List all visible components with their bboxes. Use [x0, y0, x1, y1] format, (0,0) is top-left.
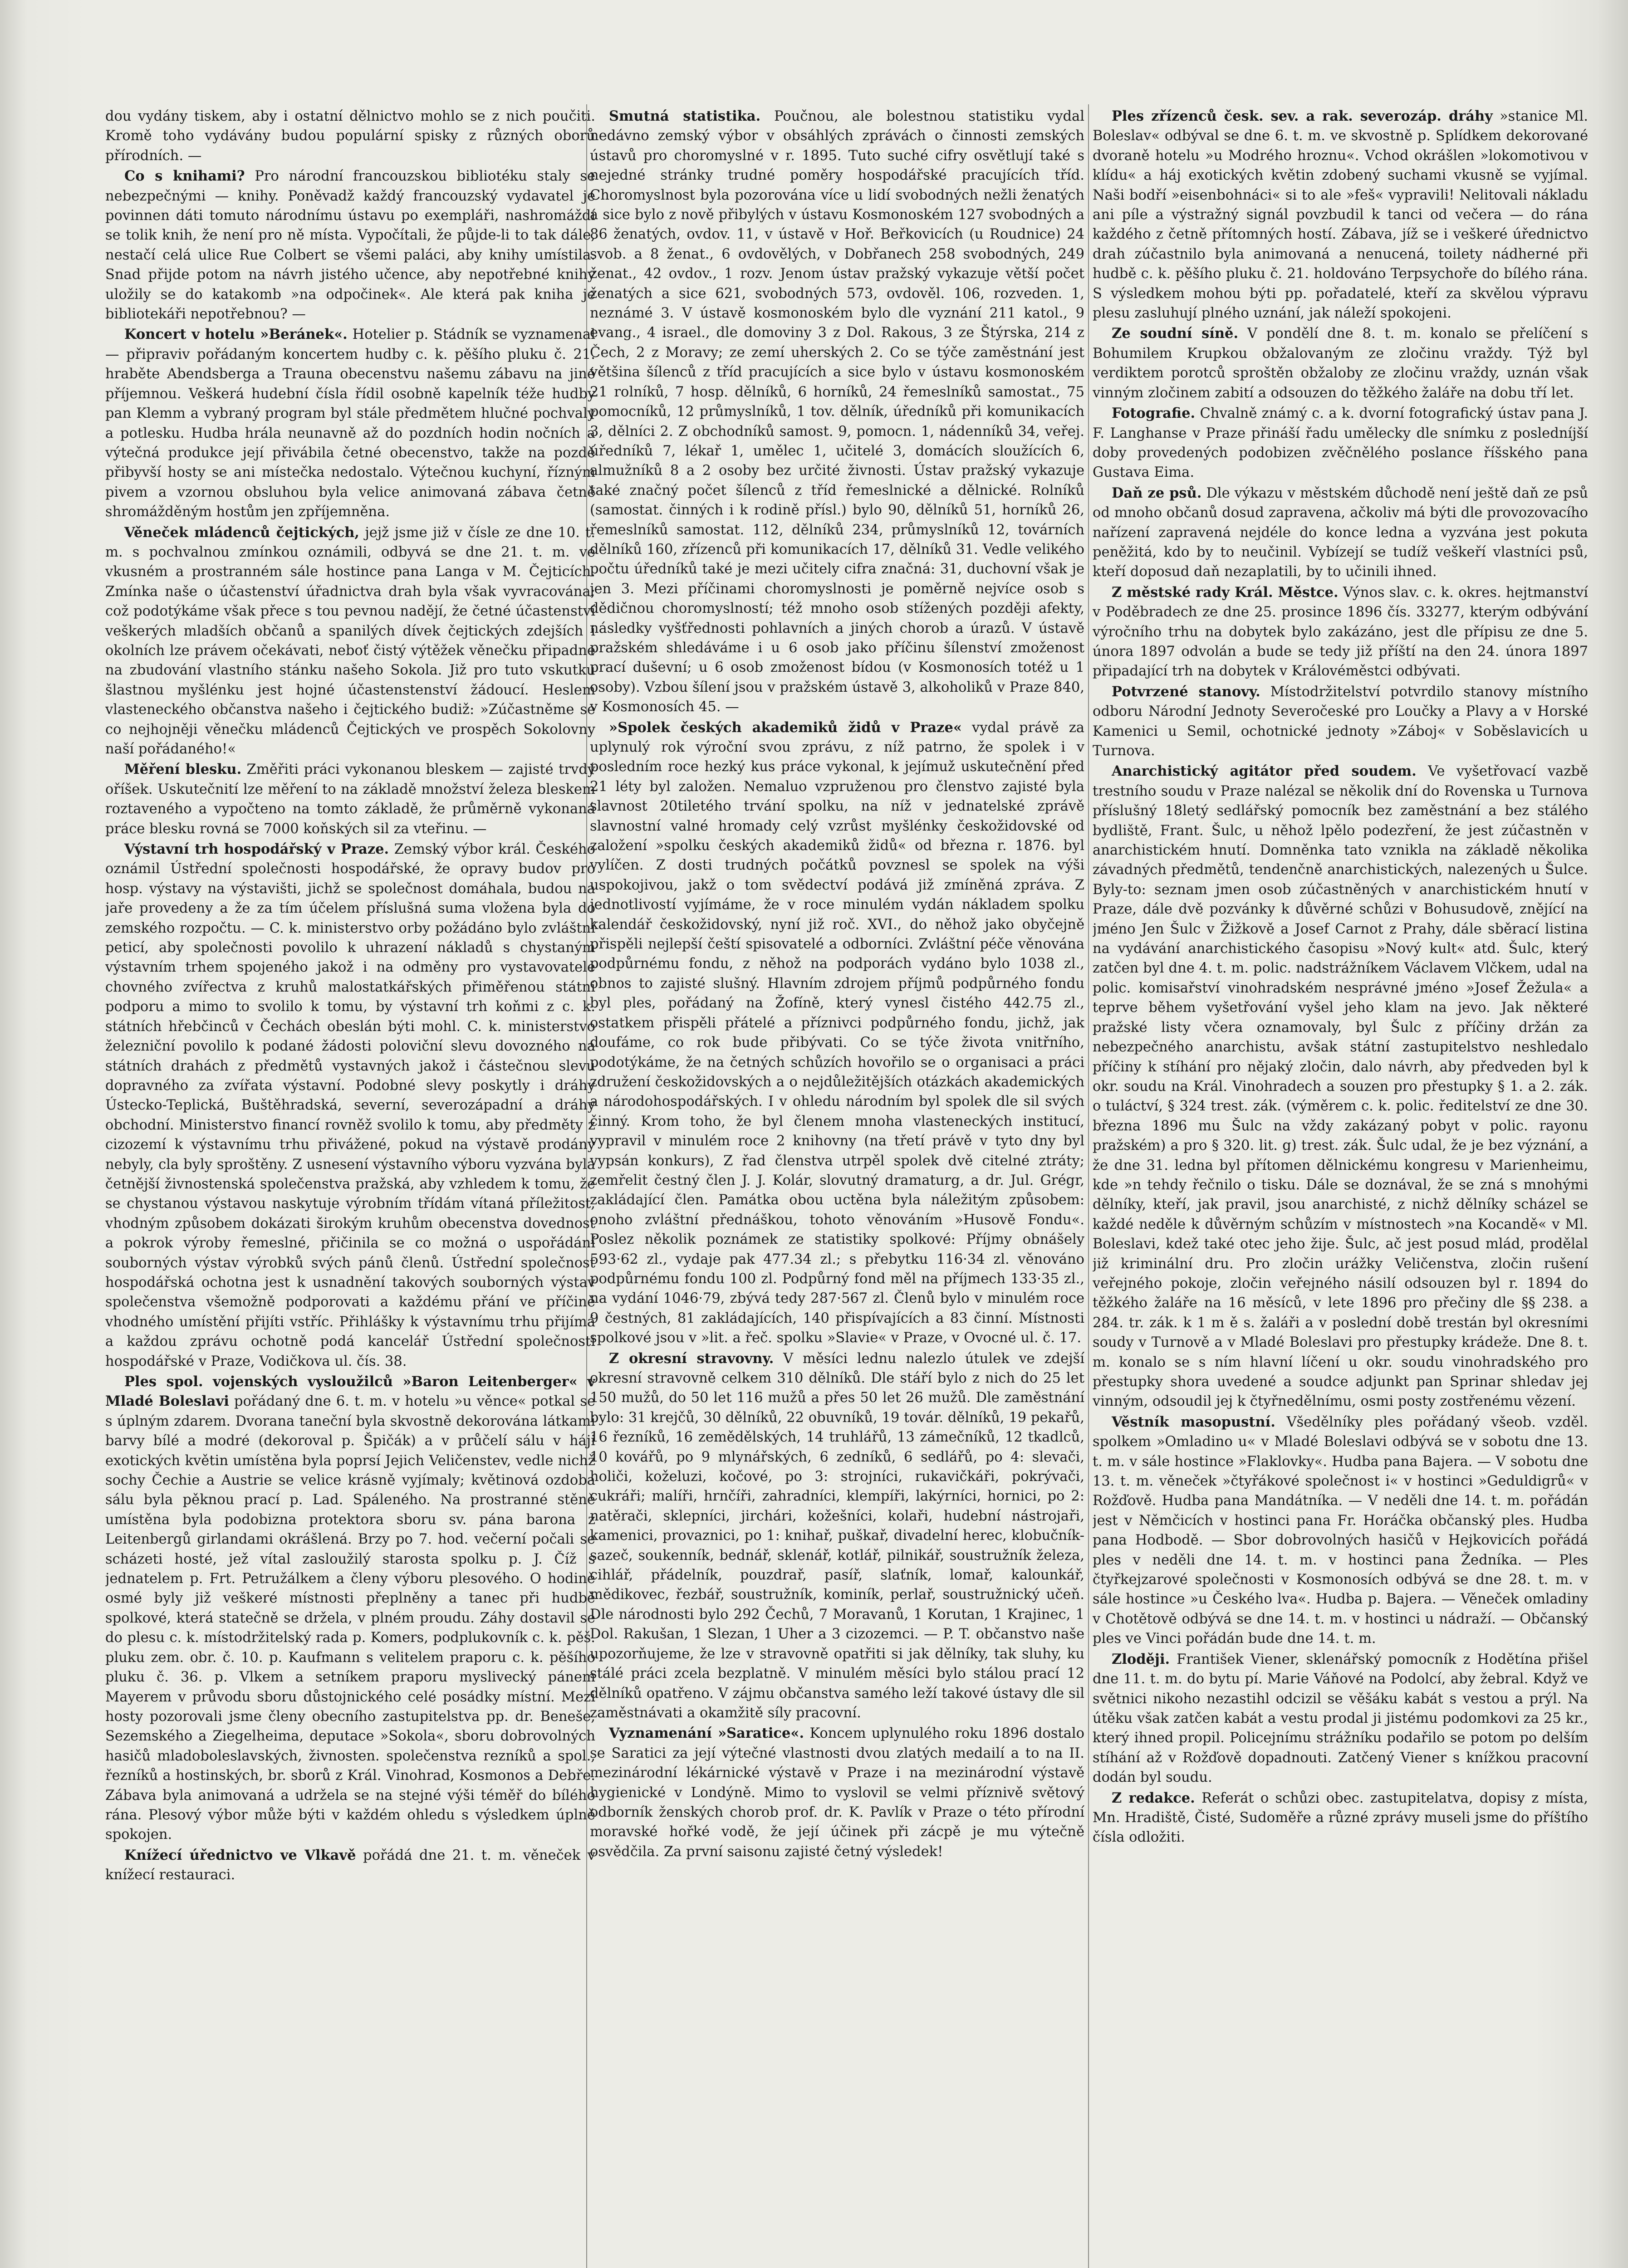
article-text: pořádaný dne 6. t. m. v hotelu »u věnce« potkal se s úplným zdarem. Dvorana taneční byla skvostně dekorována látkami barvy bílé a modré (dekoroval p. Špičák) a v průčelí sálu v háji exotických květin umístěna byla poprsí Jejich Veličenstev, vedle nichž sochy Čechie a Austrie se velice krásně vyjímaly; květinová ozdoba sálu byla pěknou prací p. Lad. Spáleného. Na prostranné stěně umístěna byla podobizna protektora sboru sv. pána barona z Leitenbergů girlandami okrášlená. Brzy po 7. hod. večerní počali se scházeti hosté, jež vítal zasloužilý starosta spolku p. J. Číž s jednatelem p. Frt. Petružálkem a členy výboru plesového. O hodině osmé byly již veškeré místnosti přeplněny a tanec při hudbě spolkové, která statečně se držela, v plném proudu. Záhy dostavil se do plesu c. k. místodržitelský rada p. Komers, podplukovník c. k. pěš. pluku zem. obr. č. 10. p. Kaufmann s velitelem praporu c. k. pěšího pluku č. 36. p. Vlkem a setníkem praporu myslivecký pánem Mayerem v průvodu sboru důstojnického celé posádky místní. Mezi hosty pozorovali jsme členy obecního zastupitelstva pp. dr. Beneše, Sezemského a Ziegelheima, deputace »Sokola«, sboru dobrovolných hasičů mladoboleslavských, živnosten. společenstva rezníků a spol., řezníků a hostinských, br. sborů z Král. Vinohrad, Kosmonos a Debře. Zábava byla animovaná a udržela se na stejné výši téměř do bílého rána. Plesový výbor může býti v každém ohledu s výsledkem úplně spokojen.	[105, 1393, 595, 1843]
article-heading: Z městské rady Král. Městce.	[1112, 584, 1339, 601]
article-paragraph	[590, 1349, 1084, 1723]
article-heading: Anarchistický agitátor před soudem.	[1112, 763, 1417, 780]
article-heading: Věstník masopustní.	[1112, 1413, 1275, 1430]
column-middle	[590, 107, 1084, 2268]
article-text: dou vydány tiskem, aby i ostatní dělnictvo mohlo se z nich poučiti. Kromě toho vydávány budou populární spisky z různých oborů přírodních. —	[105, 108, 595, 164]
article-heading: Věneček mládenců čejtických,	[124, 524, 360, 541]
article-paragraph	[1093, 404, 1588, 483]
article-text: Všedělníky ples pořádaný všeob. vzděl. spolkem »Omladino u« v Mladé Boleslavi odbývá se v sobotu dne 13. t. m. v sále hostince »Flaklovky«. Hudba pana Bajera. — V sobotu dne 13. t. m. věneček »čtyřákové společnost i« v hostinci »Geduldigrů« v Rožďově. Hudba pana Mandátníka. — V neděli dne 14. t. m. pořádán jest v Němčicích v hostinci pana Fr. Horáčka občanský ples. Hudba pana Hodbodě. — Sbor dobrovolných hasičů v Hejkovicích pořádá ples v neděli dne 14. t. m. v hostinci pana Žedníka. — Ples čtyřkejzarové společnosti v Kosmonosích odbývá se dne 28. t. m. v sále hostince »u Českého lva«. Hudba p. Bajera. — Věneček omladiny v Chotětově odbývá se dne 14. t. m. v hostinci u nádraží. — Občanský ples ve Vinci pořádán bude dne 14. t. m.	[1093, 1414, 1588, 1647]
article-paragraph	[105, 325, 595, 522]
article-text: František Viener, sklenářský pomocník z Hodětína přišel dne 11. t. m. do bytu pí. Marie Váňové na Podolcí, aby žebral. Když ve světnici nikoho nezastihl odcizil se věšáku kabát s vestou a prýl. Na útěku však zatčen kabát a vestu prodal ji jistému podomkovi za 25 kr., který ihned propil. Policejnímu strážníku podařilo se potom po delším stíhání až v Rožďově dopadnouti. Zatčený Viener s knížkou pracovní dodán byl soudu.	[1093, 1651, 1588, 1786]
article-text: vydal právě za uplynulý rok výroční svou zprávu, z níž patrno, že spolek i v posledním roce hezký kus práce vykonal, k jejímuž uskutečnění před 21 léty byl založen. Nemaluo vzpruženou pro členstvo zajisté byla slavnost 20tiletého trvání spolku, na níž v jednatelské zprávě slavnostní valné hromady celý vzrůst myšlénky českožidovské od založení »spolku českých akademiků židů« od března r. 1876. byl vylíčen. Z dosti trudných počátků povznesl se spolek na výši uspokojivou, jakž o tom svědectví podává již zmíněná zpráva. Z jednotlivostí vyjímáme, že v roce minulém vydán nákladem spolku kalendář českožidovský, nyní již roč. XVI., do něhož jako obyčejně přispěli nejlepší čeští spisovatelé a odborníci. Zvláštní péče věnována podpůrnému fondu, z něhož na podporách vydáno bylo 1038 zl., obnos to zajisté slušný. Hlavním zdrojem příjmů podpůrného fondu byl ples, pořádaný na Žofíně, který vynesl čistého 442.75 zl., ostatkem přispěli přátelé a příznivci podpůrného fondu, jichž, jak doufáme, co rok bude přibývati. Co se týče života vnitřního, podotýkáme, že na četných schůzích hovořilo se o organisaci a práci združení českožidovských a o nejdůležitějších otázkách akademických a národohospodářských. I v ohledu národním byl spolek dle sil svých činný. Krom toho, že byl členem mnoha vlasteneckých institucí, vypravil v minulém roce 2 knihovny (na třetí právě v tyto dny byl vypsán konkurs), Z řad členstva utrpěl spolek dvě citelné ztráty; zemřelit čestný člen J. J. Kolár, slovutný dramaturg, a dr. Jul. Grégr, zakládající člen. Památka obou uctěna byla náležitým způsobem: onoho zvláštní přednáškou, tohoto věnováním »Husově Fondu«. Poslez několik poznámek ze statistiky spolkové: Příjmy obnášely 593·62 zl., vydaje pak 477.34 zl.; s přebytku 116·34 zl. věnováno podpůrnému fondu 100 zl. Podpůrný fond měl na příjmech 133·35 zl., na vydání 1046·79, zbývá tedy 287·567 zl. Členů bylo v minulém roce 9 čestných, 81 zakládajících, 140 přispívajících a 83 činní. Místnosti spolkové jsou v »lit. a řeč. spolku »Slavie« v Praze, v Ovocné ul. č. 17.	[590, 719, 1084, 1346]
article-text: Dle výkazu v městském důchodě není ještě daň ze psů od mnoho občanů dosud zapravena, ačkoliv má býti dle provozovacího nařízení zapravená nejdéle do konce ledna a vyzvána jest pokuta peněžitá, kdo by to neučinil. Vybízejí se tudíž veškeří vlastníci psů, kteří doposud daň nezaplatili, by to učinili ihned.	[1093, 485, 1588, 580]
article-paragraph	[1093, 484, 1588, 582]
article-text: V měsíci lednu nalezlo útulek ve zdejší okresní stravovně celkem 310 dělníků. Dle stáří bylo z nich do 25 let 150 mužů, do 50 let 116 mužů a přes 50 let 26 mužů. Dle zaměstnání bylo: 31 krejčů, 30 dělníků, 22 obuvníků, 19 továr. dělníků, 19 pekařů, 16 řezníků, 16 zemědělských, 14 truhlářů, 13 zámečníků, 12 tkadlců, 10 kovářů, po 9 mlynářských, 6 zedníků, 6 sedlářů, po 4: slevači, holiči, koželuzi, kočové, po 3: strojníci, rukavičkáři, pokrývači, cukráři; malíři, hrnčíři, zahradníci, klempíři, lakýrníci, hornici, po 2: natěrači, sklepníci, jirchári, kožešníci, kolaři, hudební nástrojaři, kamenici, provaznici, po 1: knihař, puškař, divadelní herec, klobučník-sazeč, soukenník, bednář, sklenář, kotlář, pilnikář, soustružník železa, cihlář, přádelník, pouzdrař, pasíř, slaťník, lomař, kalounkář, mědikovec, řezbář, soustružník, kominík, perlař, soustružnický učeň. Dle národnosti bylo 292 Čechů, 7 Moravanů, 1 Korutan, 1 Krajinec, 1 Dol. Rakušan, 1 Slezan, 1 Uher a 3 cizozemci. — P. T. občanstvo naše upozorňujeme, že lze v stravovně opatřiti si jak dělníky, tak sluhy, ku stálé práci zcela bezplatně. V minulém měsíci bylo stálou prací 12 dělníků opatřeno. V zájmu občanstva samého leží takové ústavy dle sil zaměstnávati a okamžitě síly pracovní.	[590, 1350, 1084, 1721]
article-text: Pro národní francouzskou bibliotéku staly se nebezpečnými — knihy. Poněvadž každý francouzský vydavatel je povinnen dáti tomuto národnímu ústavu po exempláři, nashromáždí se tolik knih, že není pro ně místa. Vypočítali, že půjde-li to tak dále, nestačí celá ulice Rue Colbert se všemi paláci, aby knihy umístila. Snad přijde potom na návrh jistého učence, aby nepotřebné knihy uložily se do katakomb »na odpočinek«. Ale která pak kniha je bibliotekáři nepotřebnou? —	[105, 168, 595, 323]
article-heading: Potvrzené stanovy.	[1112, 683, 1260, 700]
article-paragraph	[105, 1846, 595, 1885]
article-heading: Ples spol. vojenských vysloužilců »Baron Leitenberger« v Mladé Boleslavi	[105, 1374, 595, 1410]
article-paragraph	[105, 1372, 595, 1845]
article-text: Výnos slav. c. k. okres. hejtmanství v Poděbradech ze dne 25. prosince 1896 čís. 33277, kterým odbývání výročního trhu na dobytek bylo zakázáno, jest dle přípisu ze dne 5. února 1897 odvolán a bude se tedy již příští na den 24. února 1897 připadající trh na dobytek v Královéměstci odbývati.	[1093, 584, 1588, 679]
article-text: jejž jsme již v čísle ze dne 10. t. m. s pochvalnou zmínkou oznámili, odbyvá se dne 21. t. m. ve vkusném a prostranném sále hostince pana Langa v M. Čejticích. Zmínka naše o účastenství úřadnictva drah byla však vyvracována; což podotýkáme však přece s tou pevnou nadějí, že četné účastenství veškerých mladších občanů a spanilých dívek čejtických zdejších i okolních lze právem očekávati, neboť čistý výtěžek věnečku připadne na zbudování vlastního stánku našeho Sokola. Již pro tuto vskutku šlastnou myšlénku jest hojné účastenstenství žádoucí. Heslem vlasteneckého občanstva našeho i čejtického budiž: »Zúčastněme se co nejhojněji věnečku mládenců Čejtických ve prospěch Sokolovny naší pořádaného!«	[105, 524, 595, 757]
article-heading: Co s knihami?	[124, 168, 245, 185]
article-heading: Smutná statistika.	[609, 108, 761, 124]
article-heading: Fotografie.	[1112, 405, 1196, 422]
column-divider	[1088, 104, 1089, 2268]
article-paragraph	[1093, 1413, 1588, 1649]
article-paragraph	[1093, 1789, 1588, 1848]
article-text: Poučnou, ale bolestnou statistiku vydal nedávno zemský výbor v obsáhlých zprávách o činnosti zemských ústavů pro choromyslné v r. 1895. Tuto suché cifry osvětlují také s nejedné stránky trudné poměry hospodářské pracujících tříd. Choromyslnost byla pozorována více u lidí svobodných nežli ženatých a sice bylo z nově přibylých v ústavu Kosmonoském 127 svobodných a 86 ženatých, ovdov. 11, v ústavě v Hoř. Beřkovicích (u Roudnice) 24 svob. a 8 ženat., 6 ovdovělých, v Dobřanech 258 svobodných, 249 ženat., 42 ovdov., 1 rozv. Jenom ústav pražský vykazuje větší počet ženatých a sice 621, svobodných 573, ovdověl. 106, rozveden. 1, neznámé 3. V ústavě kosmonoském bylo dle vyznání 211 katol., 9 evang., 4 israel., dle domoviny 3 z Dol. Rakous, 3 ze Štýrska, 214 z Čech, 2 z Moravy; ze zemí uherských 2. Co se týče zaměstnání jest většina šílenců z tříd pracujících a sice bylo v ústavu kosmonoském 21 rolníků, 7 hosp. dělníků, 6 horníků, 24 řemeslníků samostat., 75 pomocníků, 12 průmyslníků, 1 tov. dělník, úředníků při komunikacích 3, dělníci 2. Z obchodníků samost. 9, pomocn. 1, nádenníků 34, veřej. úředníků 7, lékař 1, umělec 1, učitelé 3, domácích sloužících 6, almužníků 8 a 2 osoby bez určité živnosti. Ústav pražský vykazuje také značný počet šílenců z tříd řemeslnické a dělnické. Rolníků (samostat. činných i k rodině přísl.) bylo 90, dělníků 51, horníků 26, řemeslníků samostat. 112, dělníků 234, průmyslníků 12, továrních dělníků 160, zřízenců při komunikacích 17, dělníků 31. Vedle velikého počtu úředníků také je mezi učitely cifra značná: 31, duchovní však je jen 3. Mezi příčinami choromyslnosti je poměrně nejvíce osob s dědičnou choromyslností; též mnoho osob stížených později afekty, následky vyšťřednosti pohlavních a jiných chorob a úrazů. V ústavě pražském shledáváme i u 6 osob jako příčinu šílenství zmoženost prací duševní; u 6 osob zmoženost bídou (v Kosmonosích totéž u 1 osoby). Vzbou šílení jsou v pražském ústavě 3, alkoholiků v Praze 840, v Kosmonosích 45. —	[590, 108, 1084, 715]
article-paragraph	[1093, 107, 1588, 323]
article-text: »stanice Ml. Boleslav« odbýval se dne 6. t. m. ve skvostně p. Splídkem dekorované dvoraně hotelu »u Modrého hroznu«. Vchod okrášlen »lokomotivou v klídu« a háj exotických květin zdobený suchami vkusně se vyjímal. Naši bodří »eisenbohnáci« si to ale »feš« vypravili! Nelitovali nákladu ani píle a výstražný signál povzbudil k tanci od večera — do rána každého z četně přítomných hostí. Zábava, jíž se i veškeré úřednictvo drah zúčastnilo byla animovaná a nenucená, toilety nádherné při hudbě c. k. pěšího pluku č. 21. holdováno Terpsychoře do bílého rána. S výsledkem mohou býti pp. pořadatelé, kteří za skvělou výpravu plesu zasluhují plného uznání, jak náleží spokojeni.	[1093, 108, 1588, 322]
article-heading: Z redakce.	[1112, 1789, 1195, 1806]
article-heading: Z okresní stravovny.	[609, 1350, 774, 1367]
article-text: Koncem uplynulého roku 1896 dostalo se Saratici za její výtečné vlastnosti dvou zlatých medailí a to na II. mezinárodní lékárnické výstavě v Praze i na mezinárodní výstavě hygienické v Londýně. Mimo to vyslovil se velmi příznivě světový odborník ženských chorob prof. dr. K. Pavlík v Praze o této přírodní moravské hořké vodě, že její účinek při zácpě je mu výtečně osvědčila. Za první saisonu zajisté četný výsledek!	[590, 1725, 1084, 1860]
article-text: Místodržitelství potvrdilo stanovy místního odboru Národní Jednoty Severočeské pro Loučky a Plavy a v Horské Kamenici u Semil, ochotnické jednoty »Záboj« v Soběslavicích u Turnova.	[1093, 684, 1588, 759]
article-heading: »Spolek českých akademiků židů v Praze«	[609, 719, 962, 736]
article-paragraph	[105, 840, 595, 1371]
article-heading: Daň ze psů.	[1112, 484, 1202, 501]
article-paragraph	[105, 166, 595, 324]
article-paragraph	[590, 107, 1084, 717]
article-paragraph	[105, 760, 595, 839]
article-paragraph	[105, 523, 595, 759]
article-heading: Zloději.	[1112, 1651, 1170, 1667]
article-heading: Vyznamenání »Saratice«.	[609, 1725, 804, 1742]
article-paragraph	[1093, 324, 1588, 403]
article-text: Ve vyšetřovací vazbě trestního soudu v Praze nalézal se několik dní do Rovenska u Turnova příslušný 18letý sedlářský pomocník bez zaměstnání a bez stálého bydliště, Frant. Šulc, u něhož lpělo podezření, že jest zúčastněn v anarchistickém hnutí. Domněnka tato vznikla na základě několika závadných předmětů, tendenčně anarchistických, nalezených u Šulce. Byly-to: seznam jmen osob zúčastněných v anarchistickém hnutí v Praze, dále dvě pozvánky k důvěrné schůzi v Bohusudově, znějící na jméno Jen Šulc v Žižkově a Josef Carnot z Prahy, dále sběrací listina na vydávání anarchistického časopisu »Nový kult« atd. Šulc, který zatčen byl dne 4. t. m. polic. nadstrážníkem Václavem Vlčkem, udal na polic. komisařství vinohradském nesprávné jméno »Josef Žežula« a teprve během vyšetřování vyšel jeho klam na jevo. Jak některé pražské listy včera oznamovaly, byl Šulc z příčiny držán za nebezpečného anarchistu, avšak státní zastupitelstvo neshledalo příčiny k stíhání pro nějaký zločin, dalo návrh, aby předveden byl k okr. soudu na Král. Vinohradech a souzen pro přestupky § 1. a 2. zák. o tuláctví, § 324 trest. zák. (výměrem c. k. polic. ředitelství ze dne 30. března 1896 mu Šulc na vždy zakázaný pobyt v polic. rayonu pražském) a pro § 320. lit. g) trest. zák. Šulc udal, že je bez význání, a že dne 31. ledna byl přítomen dělnickému kongresu v Marienheimu, kde »n tehdy řečnilo o tisku. Dále se doznával, že se zná s mnohými dělníky, kteří, jak pravil, jsou anarchisté, z nichž dělníky scházel se každé neděle k důvěrným schůzím v místnostech »na Kocandě« v Ml. Boleslavi, kdež také otec jeho žije. Šulc, ač jest posud mlád, prodělal již kriminální dru. Pro zločin urážky Veličenstva, zločin rušení veřejného pokoje, zločin veřejného násilí odsouzen byl r. 1894 do těžkého žaláře na 16 měsíců, v lete 1896 pro přečiny dle §§ 238. a 284. tr. zák. k 1 m ě s. žaláři a v poslední době trestán byl okresními soudy v Turnově a v Mladé Boleslavi pro přestupky krádeže. Dne 8. t. m. konalo se s ním hlavní líčení u okr. soudu vinohradského pro přestupky shora uvedené a soudce adjunkt pan Sprinar shledav jej vinným, odsoudil jej k čtyřnedělnímu, osmi posty zostřenému vězení.	[1093, 763, 1588, 1410]
column-right	[1093, 107, 1588, 2268]
article-paragraph	[590, 1724, 1084, 1862]
article-heading: Výstavní trh hospodářský v Praze.	[124, 841, 389, 858]
article-heading: Měření blesku.	[124, 761, 242, 778]
article-paragraph	[1093, 682, 1588, 761]
article-text: Změřiti práci vykonanou bleskem — zajisté trvdý oříšek. Uskutečnití lze měření to na základě množství železa bleskem roztaveného a vypočteno na tomto základě, že průměrně vykonaná práce blesku rovná se 7000 koňských sil za vteřinu. —	[105, 762, 595, 837]
article-paragraph	[105, 107, 595, 166]
article-paragraph	[1093, 762, 1588, 1411]
article-paragraph	[1093, 583, 1588, 681]
article-heading: Koncert v hotelu »Beránek«.	[124, 326, 348, 343]
article-text: Chvalně známý c. a k. dvorní fotografický ústav pana J. F. Langhanse v Praze přináší řadu umělecky dle snímku z posledníjší doby provedených podobizen zvěčnělého poslance říšského pana Gustava Eima.	[1093, 406, 1588, 481]
article-paragraph	[590, 718, 1084, 1348]
article-paragraph	[1093, 1650, 1588, 1788]
article-text: V pondělí dne 8. t. m. konalo se přelíčení s Bohumilem Krupkou obžalovaným ze zločinu vraždy. Týž byl verdiktem porotců sproštěn obžaloby ze zločinu vraždy, uznán však vinným zločinem zabití a odsouzen do těžkého žaláře na dobu tří let.	[1093, 326, 1588, 401]
article-heading: Ze soudní síně.	[1112, 325, 1239, 342]
article-text: Referát o schůzi obec. zastupitelatva, dopisy z místa, Mn. Hradiště, Čisté, Sudoměře a různé zprávy museli jsme do příštího čísla odložiti.	[1093, 1790, 1588, 1846]
article-heading: Ples zřízenců česk. sev. a rak. severozáp. dráhy	[1112, 108, 1493, 124]
article-text: Zemský výbor král. Českého oznámil Ústřední společnosti hospodářské, že opravy budov pro hosp. výstavy na výstavišti, jichž se společnost domáhala, budou na jaře provedeny a že za tím účelem příslušná suma vložena byla do zemského rozpočtu. — C. k. ministerstvo orby požádáno bylo zvláštní peticí, aby společnosti povolilo k uhrazení nákladů s chystaným výstavním trhem spojeného jakož i na odměny pro vystavovatele chovného zvířectva z kruhů malostatkářských přiměřenou státní podporu a mimo to svolilo k tomu, by výstavní trh koňmi z c. k. státních hřebčinců v Čechách obeslán býti mohl. C. k. ministerstvo železniční povolilo k podané žádosti poloviční slevu dovozného na státních drahách z předmětů vystavných jakož i částečnou slevu dopravného za zvířata výstavní. Podobné slevy poskytly i dráhy Ústecko-Teplická, Buštěhradská, severní, severozápadní a dráhy obchodní. Ministerstvo financí rovněž svolilo k tomu, aby předměty z cizozemí k výstavnímu trhu přivážené, pokud na výstavě prodány nebyly, cla byly sproštěny. Z usnesení výstavního výboru vyzvána byla četnější živnostenská společenstva pražská, aby vzhledem k tomu, že se chystanou výstavou naskytuje výrobním třídám vítaná příležitost, vhodným způsobem dokázati širokým kruhům obecenstva dovednost a pokrok výroby řemeslné, přičinila se co možná o uspořádání souborných výstav výrobků svých pánů členů. Ústřední společnost hospodářská ochotna jest k usnadnění takových souborných výstav společenstva všemožně podporovati a každému přání ve příčině vhodného umístění přijíti vstříc. Přihlášky k výstavnímu trhu přijímá a každou zprávu ochotně podá kancelář Ústřední společnosti hospodářské v Praze, Vodičkova ul. čís. 38.	[105, 841, 595, 1369]
article-text: Hotelier p. Stádník se vyznamenal — připraviv pořádaným koncertem hudby c. k. pěšího pluku č. 21. hraběte Abendsberga a Trauna obecenstvu našemu zábavu na jiné příjemnou. Veškerá hudební čísla řídil osobně kapelník téže hudby pan Klemm a vybraný program byl stále předmětem hlučné pochvaly a potlesku. Hudba hrála neunavně až do pozdních hodin nočních a výtečná produkce její přivábila četné obecenstvo, takže na pozdě přibyvší hosty se ani místečka nedostalo. Výtečnou kuchyní, řízným pivem a vzornou obsluhou byla velice animovaná zábava četně shromážděným hostům jen zpříjemněna.	[105, 327, 595, 520]
column-left	[105, 107, 595, 2268]
article-heading: Knížecí úřednictvo ve Vlkavě	[124, 1847, 356, 1863]
article-text: pořádá dne 21. t. m. věneček v knížecí restauraci.	[105, 1847, 595, 1883]
